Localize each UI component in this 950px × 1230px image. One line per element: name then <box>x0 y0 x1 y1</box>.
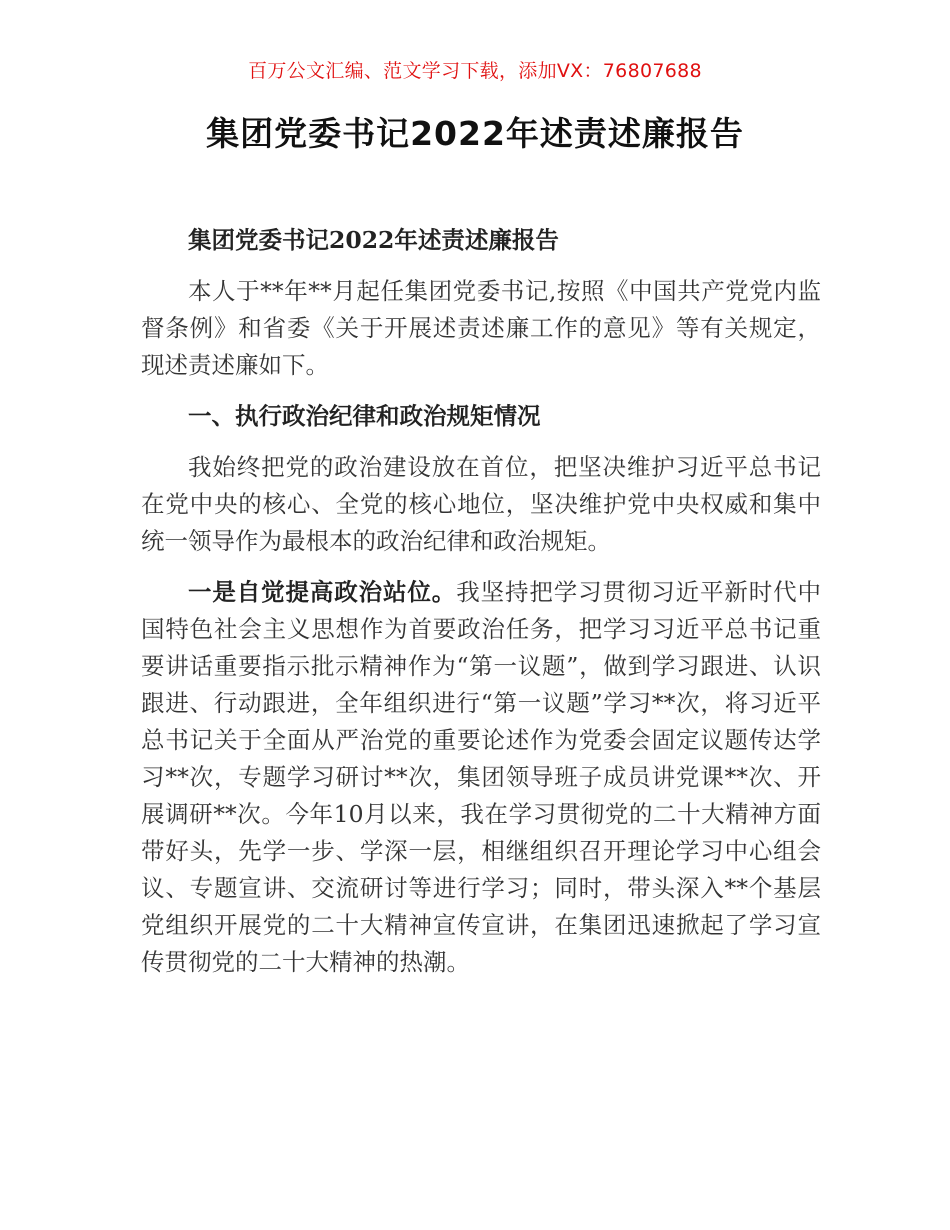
item-lead: 一是自觉提高政治站位。 <box>188 578 457 606</box>
document-body <box>141 222 821 995</box>
document-title: 集团党委书记2022年述责述廉报告 <box>206 114 744 153</box>
item-paragraph <box>141 574 821 981</box>
document-subtitle: 集团党委书记2022年述责述廉报告 <box>188 226 559 254</box>
section-heading: 一、执行政治纪律和政治规矩情况 <box>188 402 541 430</box>
section-paragraph: 我始终把党的政治建设放在首位，把坚决维护习近平总书记在党中央的核心、全党的核心地位，坚决维护党中央权威和集中统一领导作为最根本的政治纪律和政治规矩。 <box>141 453 821 555</box>
item-text: 我坚持把学习贯彻习近平新时代中国特色社会主义思想作为首要政治任务，把学习习近平总书记重要讲话重要指示批示精神作为“第一议题”，做到学习跟进、认识跟进、行动跟进，全年组织进行“第一议题”学习**次，将习近平总书记关于全面从严治党的重要论述作为党委会固定议题传达学习**次，专题学习研讨**次，集团领导班子成员讲党课**次、开展调研**次。今年10月以来，我在学习贯彻党的二十大精神方面带好头，先学一步、学深一层，相继组织召开理论学习中心组会议、专题宣讲、交流研讨等进行学习；同时，带头深入**个基层党组织开展党的二十大精神宣传宣讲，在集团迅速掀起了学习宣传贯彻党的二十大精神的热潮。 <box>141 578 822 976</box>
intro-paragraph: 本人于**年**月起任集团党委书记,按照《中国共产党党内监督条例》和省委《关于开展述责述廉工作的意见》等有关规定，现述责述廉如下。 <box>141 277 821 379</box>
header-banner: 百万公文汇编、范文学习下载，添加VX：76807688 <box>248 60 702 82</box>
